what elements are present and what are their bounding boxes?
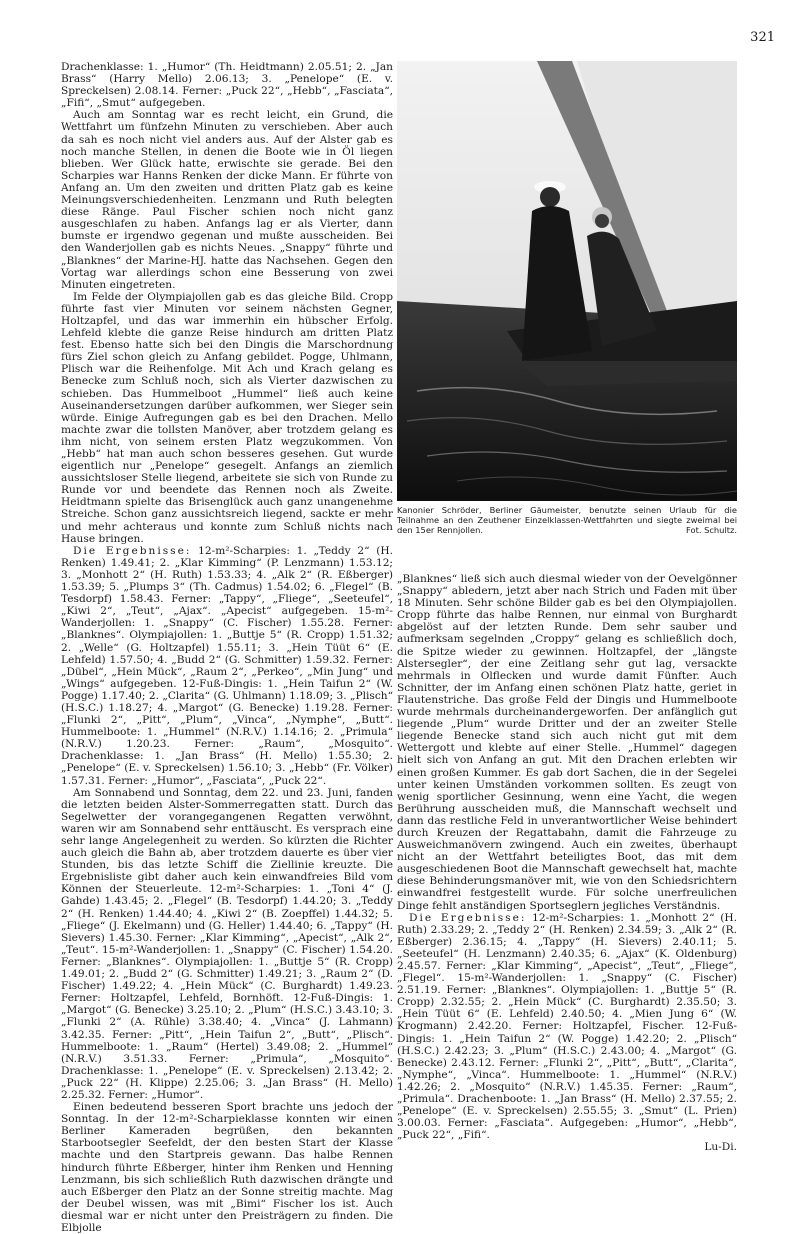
author-signature: Lu-Di. — [704, 1141, 737, 1154]
spaced-heading: Die Ergebnisse: — [409, 911, 527, 924]
sailing-photo — [397, 61, 737, 501]
spaced-heading: Die Ergebnisse: — [73, 544, 192, 557]
paragraph: Im Felde der Olympiajollen gab es das gleiche Bild. Cropp führte fast vier Minuten vor seinem nächsten Gegner, Holtzapfel, und das war immerhin ein hübscher Erfolg. Lehfeld klebte die ganze Reise hindurch am dritten Platz fest. Ebenso hatte sich bei den Dingis die Marschordnung fürs Ziel schon gleich zu Anfang gebildet. Pogge, Uhlmann, Plisch war die Reihenfolge. Mit Ach und Krach gelang es Benecke zum Schluß noch, sich als Vierter dazwischen zu schieben. Das Hummelboot „Hummel“ ließ auch keine Auseinandersetzungen darüber aufkommen, wer Sieger sein würde. Einige Aufregungen gab es bei den Drachen. Mello machte zwar die tollsten Manöver, aber trotzdem gelang es ihm nicht, von seinem ersten Platz wegzukommen. Von „Hebb“ hat man auch schon besseres gesehen. Gut wurde eigentlich nur „Penelope“ gesegelt. Anfangs an ziemlich aussichtsloser Stelle liegend, arbeitete sie sich von Runde zu Runde vor und beendete das Rennen noch als Zweite. Heidtmann spielte das Brisenglück auch ganz unangenehme Streiche. Schon ganz aussichtsreich liegend, sackte er mehr und mehr achteraus und konnte zum Schluß nichts nach Hause bringen. — [61, 290, 393, 545]
results-text: 12-m²-Scharpies: 1. „Monhott 2“ (H. Ruth) 2.33.29; 2. „Teddy 2“ (H. Renken) 2.34.59; 3. „Alk 2“ (R. Eßberger) 2.36.15; 4. „Tappy“ (H. Sievers) 2.40.11; 5. „Seeteufel“ (H. Lenzmann) 2.40.35; 6. „Ajax“ (K. Oldenburg) 2.45.57. Ferner: „Klar Kimming“, „Apecist“, „Teut“, „Fliege“, „Flegel“. 15-m²-Wanderjollen: 1. „Snappy“ (C. Fischer) 2.51.19. Ferner: „Blanknes“. Olympiajollen: 1. „Buttje 5“ (R. Cropp) 2.32.55; 2. „Hein Mück“ (C. Burghardt) 2.35.50; 3. „Hein Tüüt 6“ (E. Lehfeld) 2.40.50; 4. „Mien Jung 6“ (W. Krogmann) 2.42.20. Ferner: Holtzapfel, Fischer. 12-Fuß-Dingis: 1. „Hein Taifun 2“ (W. Pogge) 1.42.20; 2. „Plisch“ (H.S.C.) 2.42.23; 3. „Plum“ (H.S.C.) 2.43.00; 4. „Margot“ (G. Benecke) 2.43.12. Ferner: „Flunki 2“, „Pitt“, „Butt“, „Clarita“, „Nymphe“, „Vinca“. Hummelboote: 1. „Hummel“ (N.R.V.) 1.42.26; 2. „Mosquito“ (N.R.V.) 1.45.35. Ferner: „Raum“, „Primula“. Drachenboote: 1. „Jan Brass“ (H. Mello) 2.37.55; 2. „Penelope“ (E. v. Spreckelsen) 2.55.55; 3. „Smut“ (L. Prien) 3.00.03. Ferner: „Fasciata“. Aufgegeben: „Humor“, „Hebb“, „Puck 22“, „Fifi“. — [397, 911, 737, 1142]
paragraph: Einen bedeutend besseren Sport brachte uns jedoch der Sonntag. In der 12-m²-Scharpieklasse konnten wir einen Berliner Kameraden begrüßen, den bekannten Starbootsegler Seefeldt, der den besten Start der Klasse machte und den Startpreis gewann. Das halbe Rennen hindurch führte Eßberger, hinter ihm Renken und Henning Lenzmann, bis sich schließlich Ruth dazwischen drängte und auch Eßberger den Platz an der Sonne streitig machte. Mag der Deubel wissen, was mit „Bimi“ Fischer los ist. Auch diesmal war er nicht unter den Preisträgern zu finden. Die Elbjolle — [61, 1101, 393, 1234]
paragraph — [61, 545, 393, 787]
left-column — [61, 61, 393, 1234]
paragraph — [397, 912, 737, 1142]
sailing-photo-illustration — [397, 61, 737, 501]
paragraph: „Blanknes“ ließ sich auch diesmal wieder von der Oevelgönner „Snappy“ abledern, jetzt aber nach Strich und Faden mit über 18 Minuten. Sehr schöne Bilder gab es bei den Olympiajollen. Cropp führte das halbe Rennen, nur einmal von Burghardt abgelöst auf der letzten Runde. Dem sehr sauber und aufmerksam segelnden „Croppy“ gelang es schließlich doch, die Spitze wieder zu gewinnen. Holtzapfel, der „längste Alstersegler“, der eine Zeitlang sehr gut lag, versackte mehrmals in Olflecken und wurde damit Fünfter. Auch Schnitter, der im Anfang einen schönen Platz hatte, geriet in Flautenstriche. Das große Feld der Dingis und Hummelboote wurde mehrmals durcheinandergeworfen. Der anfänglich gut liegende „Plum“ wurde Dritter und der an zweiter Stelle liegende Benecke stand sich auch nicht gut mit dem Wettergott und klebte auf einer Stelle. „Hummel“ dagegen hielt sich von Anfang an gut. Mit den Drachen erlebten wir einen großen Kummer. Es gab dort Sachen, die in der Segelei unter keinen Umständen vorkommen sollten. Es zeugt von wenig sportlicher Gesinnung, wenn eine Yacht, die wegen Berührung ausscheiden muß, die Mannschaft wechselt und dann das restliche Feld in unverantwortlicher Weise behindert durch Kreuzen der Regattabahn, damit die Fahrzeuge zu Ausweichmanövern zwingend. Auch ein zweites, überhaupt nicht an der Wettfahrt beteiligtes Boot, das mit dem ausgeschiedenen Boot die Mannschaft gewechselt hat, machte diese Behinderungsmanöver mit, wie von den Schiedsrichtern einwandfrei festgestellt wurde. Für solche unerfreulichen Dinge fehlt anständigen Sportseglern jegliches Verständnis. — [397, 573, 737, 912]
photo-caption — [397, 505, 737, 535]
results-text: 12-m²-Scharpies: 1. „Teddy 2“ (H. Renken) 1.49.41; 2. „Klar Kimming“ (P. Lenzmann) 1.53.12; 3. „Monhott 2“ (H. Ruth) 1.53.33; 4. „Alk 2“ (R. Eßberger) 1.53.39; 5. „Plumps 3“ (Th. Cadmus) 1.54.02; 6. „Flegel“ (B. Tesdorpf) 1.58.43. Ferner: „Tappy“, „Fliege“, „Seeteufel“, „Kiwi 2“, „Teut“, „Ajax“. „Apecist“ aufgegeben. 15-m²-Wanderjollen: 1. „Snappy“ (C. Fischer) 1.55.28. Ferner: „Blanknes“. Olympiajollen: 1. „Buttje 5“ (R. Cropp) 1.51.32; 2. „Welle“ (G. Holtzapfel) 1.55.11; 3. „Hein Tüüt 6“ (E. Lehfeld) 1.57.50; 4. „Budd 2“ (G. Schmitter) 1.59.32. Ferner: „Dübel“, „Hein Mück“, „Raum 2“, „Perkeo“, „Min Jung“ und „Wings“ aufgegeben. 12-Fuß-Dingis: 1. „Hein Taifun 2“ (W. Pogge) 1.17.40; 2. „Clarita“ (G. Uhlmann) 1.18.09; 3. „Plisch“ (H.S.C.) 1.18.27; 4. „Margot“ (G. Benecke) 1.19.28. Ferner: „Flunki 2“, „Pitt“, „Plum“, „Vinca“, „Nymphe“, „Butt“. Hummelboote: 1. „Hummel“ (N.R.V.) 1.14.16; 2. „Primula“ (N.R.V.) 1.20.23. Ferner: „Raum“, „Mosquito“. Drachenklasse: 1. „Jan Brass“ (H. Mello) 1.55.30; 2. „Penelope“ (E. v. Spreckelsen) 1.56.10; 3. „Hebb“ (Fr. Völker) 1.57.31. Ferner: „Humor“, „Fasciata“, „Puck 22“. — [61, 544, 394, 787]
caption-text: Kanonier Schröder, Berliner Gäumeister, benutzte seinen Urlaub für die Teilnahme an den Zeuthener Einzelklassen-Wettfahrten und siegte zweimal bei den 15er Rennjollen. — [397, 505, 737, 535]
paragraph: Drachenklasse: 1. „Humor“ (Th. Heidtmann) 2.05.51; 2. „Jan Brass“ (Harry Mello) 2.06.13; 3. „Penelope“ (E. v. Spreckelsen) 2.08.14. Ferner: „Puck 22“, „Hebb“, „Fasciata“, „Fifi“, „Smut“ aufgegeben. — [61, 61, 393, 110]
photo-credit: Fot. Schultz. — [686, 525, 737, 535]
paragraph: Am Sonnabend und Sonntag, dem 22. und 23. Juni, fanden die letzten beiden Alster-Sommerregatten statt. Durch das Segelwetter der vorangegangenen Regatten verwöhnt, waren wir am Sonnabend sehr enttäuscht. Es versprach eine sehr lange Angelegenheit zu werden. So kürzten die Richter auch gleich die Bahn ab, aber trotzdem dauerte es über vier Stunden, bis das letzte Schiff die Ziellinie kreuzte. Die Ergebnisliste gibt daher auch kein einwandfreies Bild vom Können der Steuerleute. 12-m²-Scharpies: 1. „Toni 4“ (J. Gahde) 1.43.45; 2. „Flegel“ (B. Tesdorpf) 1.44.20; 3. „Teddy 2“ (H. Renken) 1.44.40; 4. „Kiwi 2“ (B. Zoepffel) 1.44.32; 5. „Fliege“ (J. Ekelmann) und (G. Heller) 1.44.40; 6. „Tappy“ (H. Sievers) 1.45.30. Ferner: „Klar Kimming“, „Apecist“, „Alk 2“, „Teut“. 15-m²-Wanderjollen: 1. „Snappy“ (C. Fischer) 1.54.20. Ferner: „Blanknes“. Olympiajollen: 1. „Buttje 5“ (R. Cropp) 1.49.01; 2. „Budd 2“ (G. Schmitter) 1.49.21; 3. „Raum 2“ (D. Fischer) 1.49.22; 4. „Hein Mück“ (C. Burghardt) 1.49.23. Ferner: Holtzapfel, Lehfeld, Bornhöft. 12-Fuß-Dingis: 1. „Margot“ (G. Benecke) 3.25.10; 2. „Plum“ (H.S.C.) 3.43.10; 3. „Flunki 2“ (A. Rühle) 3.38.40; 4. „Vinca“ (J. Lahmann) 3.42.35. Ferner: „Pitt“, „Hein Taifun 2“, „Butt“, „Plisch“. Hummelboote: 1. „Raum“ (Hertel) 3.49.08; 2. „Hummel“ (N.R.V.) 3.51.33. Ferner: „Primula“, „Mosquito“. Drachenklasse: 1. „Penelope“ (E. v. Spreckelsen) 2.13.42; 2. „Puck 22“ (H. Klippe) 2.25.06; 3. „Jan Brass“ (H. Mello) 2.25.32. Ferner: „Humor“. — [61, 786, 393, 1101]
page-number: 321 — [750, 30, 775, 45]
right-column — [397, 573, 737, 1154]
paragraph: Auch am Sonntag war es recht leicht, ein Grund, die Wettfahrt um fünfzehn Minuten zu verschieben. Aber auch da sah es noch nicht viel anders aus. Auf der Alster gab es noch manche Stellen, in denen die Boote wie in Öl liegen blieben. Wer Glück hatte, erwischte sie gerade. Bei den Scharpies war Hanns Renken der dicke Mann. Er führte von Anfang an. Um den zweiten und dritten Platz gab es keine Meinungsverschiedenheiten. Lenzmann und Ruth belegten diese Ränge. Paul Fischer schien noch nicht ganz ausgeschlafen zu haben. Anfangs lag er als Vierter, dann bumste er irgendwo gegenan und mußte ausscheiden. Bei den Wanderjollen gab es nichts Neues. „Snappy“ führte und „Blanknes“ der Marine-HJ. hatte das Nachsehen. Gegen den Vortag war allerdings schon eine Besserung von zwei Minuten eingetreten. — [61, 109, 393, 291]
